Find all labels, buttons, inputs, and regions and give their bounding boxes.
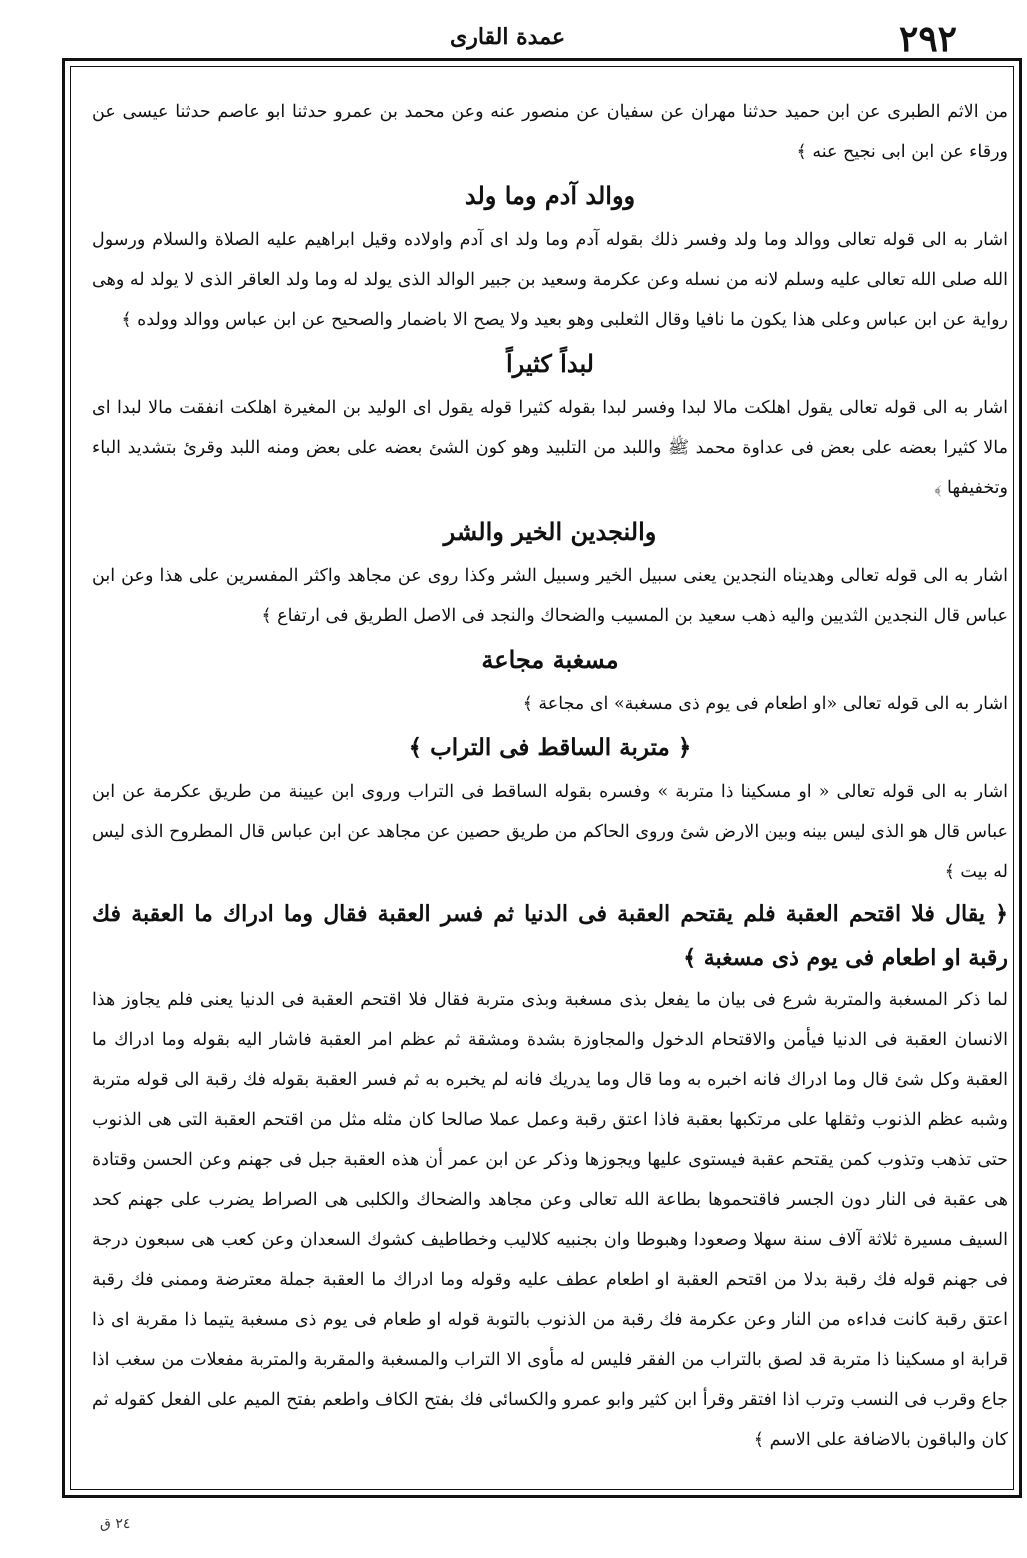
footer-mark: ٢٤ ق	[100, 1516, 131, 1532]
section-heading-najdain: والنجدين الخير والشر	[443, 517, 657, 546]
section-heading-walid: ووالد آدم وما ولد	[464, 181, 636, 210]
page-header	[0, 18, 1027, 60]
main-text	[92, 92, 1008, 1472]
paragraph-5: اشار به الى قوله تعالى «او اطعام فى يوم ذى مسغبة» اى مجاعة ﴾	[522, 694, 1008, 714]
paragraph-7: لما ذكر المسغبة والمتربة شرع فى بيان ما يفعل بذى مسغبة وبذى متربة فقال فلا اقتحم العقبة فى الدنيا يعنى فلم يجاوز هذا الانسان العقبة فى الدنيا فيأمن والاقتحام الدخول والمجاوزة بشدة ومشقة ثم عظم امر العقبة فاشار اليه بقوله وما ادراك ما العقبة وكل شئ قال وما ادراك فانه اخبره به وما قال وما يدريك فانه لم يخبره به ثم فسر العقبة بقوله فك رقبة الى قوله متربة وشبه عظم الذنوب وثقلها على مرتكبها بعقبة فاذا اعتق رقبة وعمل عملا صالحا كان مثله مثل من اقتحم العقبة التى هى الذنوب حتى تذهب وتذوب كمن يقتحم عقبة فيستوى عليها ويجوزها وذكر عن ابن عمر أن هذه العقبة جبل فى جهنم وعن الحسن وقتادة هى عقبة فى النار دون الجسر فاقتحموها بطاعة الله تعالى وعن مجاهد والضحاك والكلبى هى الصراط يضرب على جهنم كحد السيف مسيرة ثلاثة آلاف سنة سهلا وصعودا وهبوطا وان بجنبيه كلاليب وخطاطيف كشوك السعدان وعن كعب هى سبعون درجة فى جهنم قوله فك رقبة بدلا من اقتحم العقبة او اطعام عطف عليه وقوله وما ادراك ما العقبة جملة معترضة وممنى فك رقبة اعتق رقبة كانت فداءه من النار وعن عكرمة فك رقبة من الذنوب بالتوبة قوله او طعام فى يوم ذى مسغبة يتيما ذا مقربة اى ذا قرابة او مسكينا ذا متربة قد لصق بالتراب من الفقر فليس له مأوى الا التراب والمسغبة والمقربة والمتربة مفعلات من سغب اذا جاع وقرب فى النسب وترب اذا افتقر وقرأ ابن كثير وابو عمرو والكسائى فك بفتح الكاف واطعم بفتح الميم على الفعل كقوله ثم كان والباقون بالاضافة على الاسم ﴾	[92, 990, 1008, 1450]
paragraph-4: اشار به الى قوله تعالى وهديناه النجدين يعنى سبيل الخير وسبيل الشر وكذا روى عن مجاهد واكثر المفسرين على هذا وعن ابن عباس قال النجدين الثديين واليه ذهب سعيد بن المسيب والضحاك والنجد فى الاصل الطريق فى ارتفاع ﴾	[92, 566, 1008, 626]
paragraph-3: اشار به الى قوله تعالى يقول اهلكت مالا لبدا وفسر لبدا بقوله كثيرا قوله يقول اى الوليد بن المغيرة اهلكت انفقت مالا لبدا اى مالا كثيرا بعضه على بعض فى عداوة محمد ﷺ واللبد من التلبيد وهو كون الشئ بعضه على بعض ومنه اللبد وقرئ بتشديد الباء وتخفيفها ﴾	[92, 398, 1008, 498]
paragraph-2: اشار به الى قوله تعالى ووالد وما ولد وفسر ذلك بقوله آدم وما ولد اى آدم واولاده وقيل ابراهيم عليه الصلاة والسلام ورسول الله صلى الله تعالى عليه وسلم لانه من نسله وعن عكرمة وسعيد بن جبير الوالد الذى يولد له وما ولد العاقر الذى لا يولد له وهى رواية عن ابن عباس وعلى هذا يكون ما نافيا وقال الثعلبى وهو بعيد ولا يصح الا باضمار والصحيح عن ابن عباس ووالد وولده ﴾	[92, 230, 1008, 330]
section-heading-matraba: ﴿ متربة الساقط فى التراب ﴾	[408, 734, 692, 761]
quran-verse: ﴿ يقال فلا اقتحم العقبة فلم يقتحم العقبة فى الدنيا ثم فسر العقبة فقال وما ادراك ما العقبة فك رقبة او اطعام فى يوم ذى مسغبة ﴾	[92, 901, 1008, 971]
paragraph-1: من الاثم الطبرى عن ابن حميد حدثنا مهران عن سفيان عن منصور عنه وعن محمد بن عمرو حدثنا ابو عاصم حدثنا عيسى عن ورقاء عن ابن ابى نجيح عنه ﴾	[92, 102, 1008, 162]
page-number: ٢٩٢	[898, 18, 957, 60]
section-heading-lubad: لبداً كثيراً	[506, 349, 594, 378]
section-heading-masghaba: مسغبة مجاعة	[481, 645, 619, 674]
paragraph-6: اشار به الى قوله تعالى « او مسكينا ذا متربة » وفسره بقوله الساقط فى التراب وروى ابن عيينة من طريق عكرمة عن ابن عباس قال هو الذى ليس بينه وبين الارض شئ وروى الحاكم من طريق حصين عن مجاهد عن ابن عباس قال المطروح الذى ليس له بيت ﴾	[92, 782, 1008, 882]
running-title: عمدة القارى	[450, 24, 566, 50]
